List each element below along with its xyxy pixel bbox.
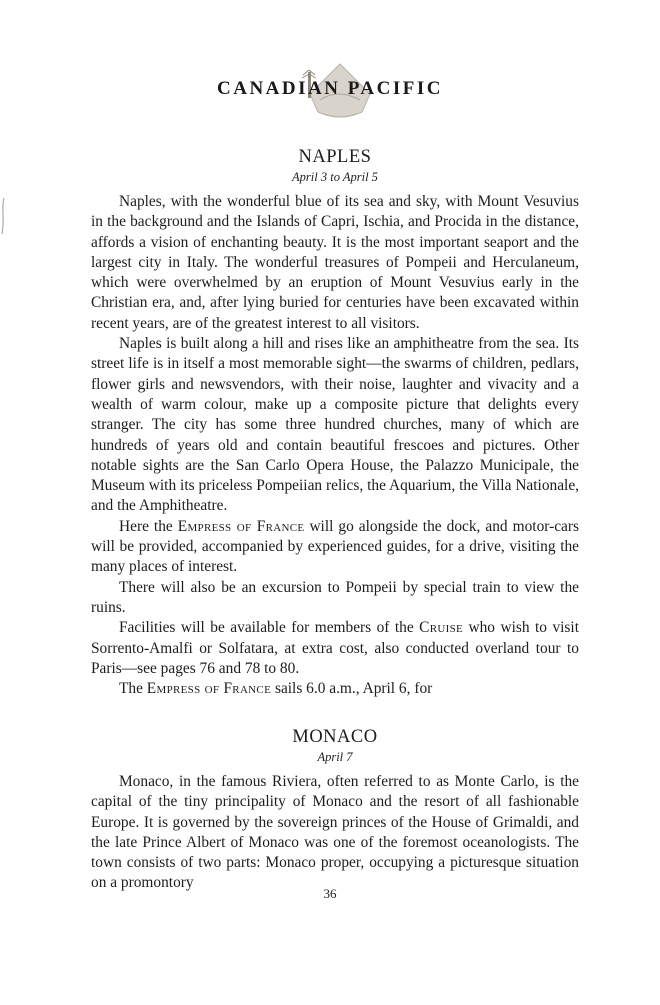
ship-name: Empress of France [177,517,305,535]
paragraph: Facilities will be available for members of the Cruise who wish to visit Sorrento-Amalfi or Solfatara, at extra cost, also conducted overland tour to Paris—see pages 76 and 78 to 80. [91,619,579,677]
paragraph: Monaco, in the famous Riviera, often referred to as Monte Carlo, is the capital of the tiny principality of Monaco and the resort of all fashionable Europe. It is governed by the sovereign princes of the House of Grimaldi, and the late Prince Albert of Monaco was one of the foremost oceanologists. The town consists of two parts: Monaco proper, occupying a picturesque situation on a promontory [91,773,579,892]
page-number: 36 [323,886,337,901]
brand-title: CANADIAN PACIFIC [217,78,443,99]
monaco-section [91,726,579,894]
section-title-naples: NAPLES [298,147,372,167]
naples-section [91,146,579,699]
page-header [0,58,660,126]
paragraph: Here the Empress of France will go alongside the dock, and motor-cars will be provided, accompanied by experienced guides, for a drive, visiting the many places of interest. [91,517,580,576]
ship-name: Empress of France [146,680,272,698]
paragraph: The Empress of France sails 6.0 a.m., April 6, for [119,680,433,698]
paragraph: Naples is built along a hill and rises like an amphitheatre from the sea. Its street life is in itself a most memorable sight—the swarms of children, pedlars, flower girls and newsvendors, with their noise, laughter and vivacity and a wealth of warm colour, make up a composite picture that delights every stranger. The city has some three hundred churches, many of which are hundreds of years old and contain beautiful frescoes and pictures. Other notable sights are the San Carlo Opera House, the Palazzo Municipale, the Museum with its priceless Pompeiian relics, the Aquarium, the Villa Nationale, and the Amphitheatre. [91,335,579,515]
section-dates-monaco: April 7 [317,750,353,764]
section-dates-naples: April 3 to April 5 [292,170,378,184]
paragraph: There will also be an excursion to Pompeii by special train to view the ruins. [91,578,579,616]
cruise-name: Cruise [419,619,464,637]
section-title-monaco: MONACO [292,727,378,747]
paragraph: Naples, with the wonderful blue of its sea and sky, with Mount Vesuvius in the background and the Islands of Capri, Ischia, and Procida in the distance, affords a vision of enchanting beauty. It is the most important seaport and the largest city in Italy. The wonderful treasures of Pompeii and Herculaneum, which were overwhelmed by an eruption of Mount Vesuvius early in the Christian era, and, after lying buried for centuries have been excavated within recent years, are of the greatest interest to all visitors. [91,193,579,332]
margin-mark [0,196,6,236]
